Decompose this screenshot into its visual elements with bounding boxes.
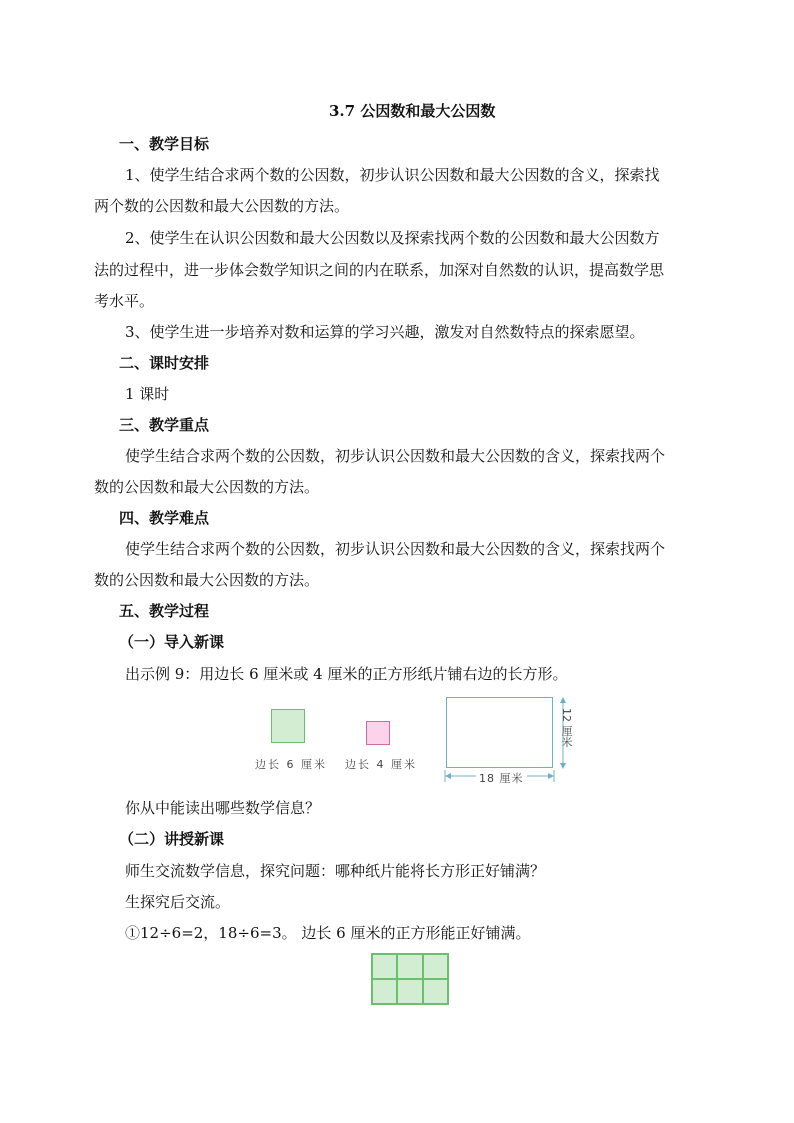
grid-cell [423, 954, 448, 979]
teach-line-1: 师生交流数学信息，探究问题：哪种纸片能将长方形正好铺满？ [125, 862, 546, 880]
section-heading-schedule: 二、课时安排 [119, 354, 210, 372]
subsection-heading-intro: （一）导入新课 [119, 633, 225, 651]
grid-cell [372, 979, 397, 1004]
teach-line-3: ①12÷6=2，18÷6=3。 边长 6 厘米的正方形能正好铺满。 [125, 924, 531, 942]
section-heading-goals: 一、教学目标 [119, 135, 210, 153]
section-heading-difficulties: 四、教学难点 [119, 509, 210, 527]
goal-2-line-2: 法的过程中，进一步体会数学知识之间的内在联系，加深对自然数的认识，提高数学思 [94, 261, 665, 279]
tiled-rectangle-grid [371, 953, 449, 1005]
goal-2-line-3: 考水平。 [94, 292, 155, 310]
difficulties-line-1: 使学生结合求两个数的公因数，初步认识公因数和最大公因数的含义，探索找两个 [125, 540, 666, 558]
goal-1-line-1: 1、使学生结合求两个数的公因数，初步认识公因数和最大公因数的含义，探索找 [125, 166, 660, 184]
grid-cell [372, 954, 397, 979]
rectangle-height-label: 12 厘米 [560, 708, 573, 748]
grid-cell [423, 979, 448, 1004]
example-intro-text: 出示例 9：用边长 6 厘米或 4 厘米的正方形纸片铺右边的长方形。 [125, 665, 568, 683]
caption-pink-square: 边长 4 厘米 [345, 758, 417, 771]
grid-cell [397, 979, 422, 1004]
green-square-6cm [271, 709, 305, 743]
document-title: 3.7 公因数和最大公因数 [329, 102, 496, 120]
caption-green-square: 边长 6 厘米 [255, 758, 327, 771]
difficulties-line-2: 数的公因数和最大公因数的方法。 [94, 571, 320, 589]
subsection-heading-teach: （二）讲授新课 [119, 830, 225, 848]
key-points-line-2: 数的公因数和最大公因数的方法。 [94, 478, 320, 496]
rectangle-width-label: 18 厘米 [476, 770, 527, 786]
goal-1-line-2: 两个数的公因数和最大公因数的方法。 [94, 197, 350, 215]
grid-cell [397, 954, 422, 979]
teach-line-2: 生探究后交流。 [125, 893, 231, 911]
section-heading-key-points: 三、教学重点 [119, 416, 210, 434]
key-points-line-1: 使学生结合求两个数的公因数，初步认识公因数和最大公因数的含义，探索找两个 [125, 447, 666, 465]
schedule-text: 1 课时 [125, 385, 170, 403]
pink-square-4cm [366, 721, 390, 745]
goal-3-line-1: 3、使学生进一步培养对数和运算的学习兴趣，激发对自然数特点的探索愿望。 [125, 323, 645, 341]
goal-2-line-1: 2、使学生在认识公因数和最大公因数以及探索找两个数的公因数和最大公因数方 [125, 229, 660, 247]
section-heading-process: 五、教学过程 [119, 602, 210, 620]
question-text: 你从中能读出哪些数学信息？ [125, 799, 321, 817]
